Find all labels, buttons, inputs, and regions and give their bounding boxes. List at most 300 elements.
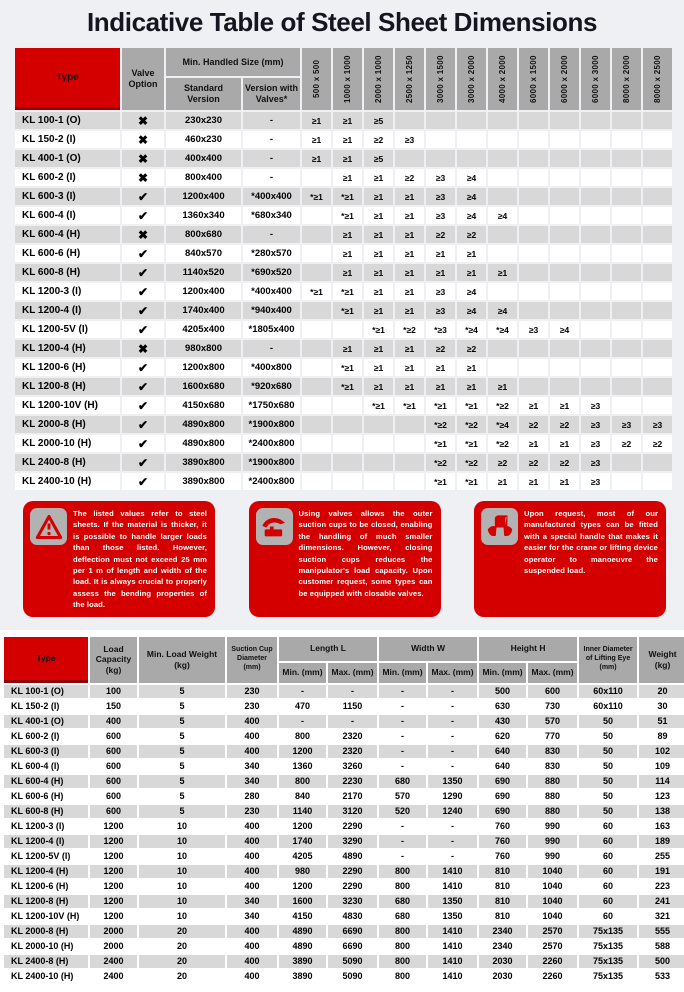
sheet-count-value: ≥1 bbox=[302, 131, 331, 148]
valve-yes-icon: ✔ bbox=[122, 416, 164, 433]
height-min-value: 500 bbox=[479, 685, 526, 698]
sheet-count-value bbox=[333, 321, 362, 338]
sheet-count-value: *≥1 bbox=[457, 397, 486, 414]
weight-value: 102 bbox=[639, 745, 684, 758]
length-min-value: 1200 bbox=[279, 820, 326, 833]
width-max-value: - bbox=[428, 700, 477, 713]
weight-value: 163 bbox=[639, 820, 684, 833]
table-row bbox=[4, 865, 684, 878]
min-load-weight-value: 20 bbox=[139, 970, 225, 983]
height-min-value: 630 bbox=[479, 700, 526, 713]
height-max-value: 730 bbox=[528, 700, 577, 713]
suction-cup-diameter-header: Suction Cup Diameter (mm) bbox=[227, 637, 277, 683]
valve-yes-icon: ✔ bbox=[122, 473, 164, 490]
sheet-count-value: *≥1 bbox=[457, 473, 486, 490]
load-capacity-value: 2000 bbox=[90, 925, 137, 938]
width-max-value: 1410 bbox=[428, 955, 477, 968]
sheet-count-value bbox=[302, 435, 331, 452]
row-type: KL 600-4 (I) bbox=[15, 207, 120, 224]
min-load-weight-header: Min. Load Weight (kg) bbox=[139, 637, 225, 683]
height-max-value: 830 bbox=[528, 745, 577, 758]
lifting-eye-value: 50 bbox=[579, 760, 637, 773]
table-row bbox=[4, 925, 684, 938]
sheet-count-value bbox=[302, 169, 331, 186]
sheet-count-value bbox=[550, 378, 579, 395]
sheet-count-value bbox=[643, 188, 672, 205]
suction-cup-value: 230 bbox=[227, 700, 277, 713]
size-column-header: 6000 x 1500 bbox=[519, 48, 548, 110]
size-column-header: 6000 x 3000 bbox=[581, 48, 610, 110]
width-max-value: 1410 bbox=[428, 865, 477, 878]
sheet-count-value: ≥2 bbox=[550, 454, 579, 471]
standard-version-size: 230x230 bbox=[166, 112, 241, 129]
sheet-count-value: ≥3 bbox=[426, 188, 455, 205]
load-capacity-value: 1200 bbox=[90, 880, 137, 893]
width-min-value: 680 bbox=[379, 910, 426, 923]
sheet-count-value bbox=[457, 150, 486, 167]
suction-cup-value: 340 bbox=[227, 910, 277, 923]
sheet-count-value bbox=[519, 264, 548, 281]
length-max-value: 6690 bbox=[328, 925, 377, 938]
table-row bbox=[15, 359, 672, 376]
size-column-header: 3000 x 1500 bbox=[426, 48, 455, 110]
min-load-weight-value: 5 bbox=[139, 700, 225, 713]
weight-value: 51 bbox=[639, 715, 684, 728]
height-min-value: 760 bbox=[479, 850, 526, 863]
min-load-weight-value: 10 bbox=[139, 880, 225, 893]
height-min-value: 640 bbox=[479, 760, 526, 773]
sheet-count-value: ≥1 bbox=[364, 283, 393, 300]
length-max-value: 5090 bbox=[328, 955, 377, 968]
sheet-count-value: ≥3 bbox=[426, 169, 455, 186]
sheet-count-value bbox=[643, 150, 672, 167]
row-type: KL 1200-3 (I) bbox=[4, 820, 88, 833]
width-min-value: - bbox=[379, 850, 426, 863]
sheet-count-value: ≥1 bbox=[333, 169, 362, 186]
width-max-value: 1350 bbox=[428, 895, 477, 908]
sheet-count-value: ≥1 bbox=[302, 112, 331, 129]
suction-cup-value: 400 bbox=[227, 730, 277, 743]
sheet-count-value bbox=[581, 245, 610, 262]
valve-yes-icon: ✔ bbox=[122, 264, 164, 281]
sheet-count-value: *≥1 bbox=[364, 321, 393, 338]
sheet-count-value bbox=[519, 169, 548, 186]
height-max-value: 1040 bbox=[528, 880, 577, 893]
sheet-count-value: ≥1 bbox=[550, 473, 579, 490]
sheet-count-value bbox=[519, 302, 548, 319]
row-type: KL 2400-8 (H) bbox=[4, 955, 88, 968]
row-type: KL 100-1 (O) bbox=[15, 112, 120, 129]
valves-version-size: *2400x800 bbox=[243, 473, 300, 490]
sheet-count-value bbox=[333, 435, 362, 452]
width-max-value: - bbox=[428, 850, 477, 863]
valves-version-size: *400x800 bbox=[243, 359, 300, 376]
sheet-count-value bbox=[519, 283, 548, 300]
valves-version-size: *1900x800 bbox=[243, 416, 300, 433]
sheet-count-value bbox=[643, 112, 672, 129]
standard-version-size: 980x800 bbox=[166, 340, 241, 357]
lifting-eye-value: 50 bbox=[579, 805, 637, 818]
height-max-value: 2260 bbox=[528, 970, 577, 983]
valve-yes-icon: ✔ bbox=[122, 283, 164, 300]
sheet-count-value bbox=[581, 150, 610, 167]
weight-value: 189 bbox=[639, 835, 684, 848]
standard-version-size: 1600x680 bbox=[166, 378, 241, 395]
width-min-value: - bbox=[379, 835, 426, 848]
load-capacity-value: 2000 bbox=[90, 940, 137, 953]
length-max-value: 1150 bbox=[328, 700, 377, 713]
sheet-count-value: *≥1 bbox=[333, 283, 362, 300]
table-row bbox=[15, 321, 672, 338]
sheet-count-value: *≥1 bbox=[333, 188, 362, 205]
sheet-count-value bbox=[457, 131, 486, 148]
table-row bbox=[4, 745, 684, 758]
sheet-count-value bbox=[519, 378, 548, 395]
sheet-count-value: ≥1 bbox=[395, 264, 424, 281]
lifting-eye-header: Inner Diameter of Lifting Eye (mm) bbox=[579, 637, 637, 683]
sheet-count-value: ≥1 bbox=[364, 245, 393, 262]
row-type: KL 600-4 (H) bbox=[4, 775, 88, 788]
min-load-weight-value: 10 bbox=[139, 850, 225, 863]
length-group-header: Length L bbox=[279, 637, 377, 661]
note-text: The listed values refer to steel sheets. If the material is thicker, it is possible to handle larger loads than those listed. However, deflection must not exceed 25 mm per 1 m of length and width of the load. It is always crucial to properly assess the bending properties of the load. bbox=[73, 509, 207, 610]
sheet-count-value: ≥1 bbox=[488, 264, 517, 281]
sheet-count-value: *≥1 bbox=[426, 473, 455, 490]
length-max-value: 3230 bbox=[328, 895, 377, 908]
sheet-count-value: ≥1 bbox=[333, 226, 362, 243]
sheet-count-value: ≥1 bbox=[488, 473, 517, 490]
lifting-eye-value: 75x135 bbox=[579, 970, 637, 983]
load-capacity-value: 2400 bbox=[90, 970, 137, 983]
valve-yes-icon: ✔ bbox=[122, 302, 164, 319]
load-capacity-value: 1200 bbox=[90, 865, 137, 878]
lifting-eye-value: 60 bbox=[579, 880, 637, 893]
length-max-value: 2230 bbox=[328, 775, 377, 788]
width-max-value: 1290 bbox=[428, 790, 477, 803]
sheet-count-value bbox=[550, 169, 579, 186]
weight-value: 30 bbox=[639, 700, 684, 713]
valve-yes-icon: ✔ bbox=[122, 378, 164, 395]
sheet-count-value: *≥2 bbox=[488, 397, 517, 414]
table-row bbox=[4, 790, 684, 803]
sheet-count-value bbox=[488, 359, 517, 376]
load-capacity-value: 1200 bbox=[90, 895, 137, 908]
length-min-value: 1360 bbox=[279, 760, 326, 773]
table-row bbox=[15, 112, 672, 129]
width-min-value: 800 bbox=[379, 940, 426, 953]
sheet-count-value bbox=[612, 150, 641, 167]
valve-option-column-header: Valve Option bbox=[122, 48, 164, 110]
load-capacity-value: 600 bbox=[90, 805, 137, 818]
sheet-count-value bbox=[612, 264, 641, 281]
sheet-count-value: ≥4 bbox=[488, 302, 517, 319]
sheet-count-value: ≥1 bbox=[550, 397, 579, 414]
height-max-value: 2260 bbox=[528, 955, 577, 968]
suction-cup-value: 400 bbox=[227, 865, 277, 878]
size-column-header: 4000 x 2000 bbox=[488, 48, 517, 110]
height-max-value: 880 bbox=[528, 790, 577, 803]
standard-version-size: 1360x340 bbox=[166, 207, 241, 224]
min-load-weight-value: 5 bbox=[139, 760, 225, 773]
sheet-count-value bbox=[643, 473, 672, 490]
sheet-count-value: ≥1 bbox=[364, 302, 393, 319]
sheet-count-value bbox=[612, 112, 641, 129]
sheet-count-value: ≥2 bbox=[612, 435, 641, 452]
sheet-count-value: ≥3 bbox=[643, 416, 672, 433]
sheet-count-value bbox=[643, 397, 672, 414]
row-type: KL 600-4 (H) bbox=[15, 226, 120, 243]
sheet-count-value: ≥3 bbox=[581, 454, 610, 471]
sheet-count-value bbox=[519, 226, 548, 243]
standard-version-size: 800x400 bbox=[166, 169, 241, 186]
sheet-count-value: *≥1 bbox=[426, 435, 455, 452]
table-row bbox=[15, 188, 672, 205]
valve-no-icon: ✖ bbox=[122, 169, 164, 186]
sheet-count-value bbox=[581, 378, 610, 395]
table-row bbox=[4, 895, 684, 908]
length-min-value: 1740 bbox=[279, 835, 326, 848]
valve-no-icon: ✖ bbox=[122, 112, 164, 129]
sheet-count-value: ≥4 bbox=[457, 169, 486, 186]
table-row bbox=[4, 685, 684, 698]
table-row bbox=[4, 910, 684, 923]
sheet-count-value: ≥4 bbox=[457, 283, 486, 300]
lifting-eye-value: 50 bbox=[579, 775, 637, 788]
row-type: KL 600-3 (I) bbox=[4, 745, 88, 758]
sheet-count-value: ≥1 bbox=[457, 359, 486, 376]
lifting-eye-value: 60 bbox=[579, 910, 637, 923]
suction-cup-value: 400 bbox=[227, 745, 277, 758]
size-column-header: 500 x 500 bbox=[302, 48, 331, 110]
sheet-count-value bbox=[612, 321, 641, 338]
min-load-weight-value: 10 bbox=[139, 910, 225, 923]
type-column-header: Type bbox=[4, 637, 88, 683]
row-type: KL 1200-4 (H) bbox=[4, 865, 88, 878]
sheet-count-value: *≥1 bbox=[333, 359, 362, 376]
sheet-count-value: ≥2 bbox=[364, 131, 393, 148]
row-type: KL 2000-10 (H) bbox=[15, 435, 120, 452]
table-row bbox=[4, 775, 684, 788]
sheet-count-value bbox=[550, 283, 579, 300]
sheet-count-value bbox=[302, 264, 331, 281]
sheet-count-value bbox=[643, 226, 672, 243]
valve-no-icon: ✖ bbox=[122, 340, 164, 357]
sheet-count-value: ≥1 bbox=[364, 264, 393, 281]
load-capacity-value: 100 bbox=[90, 685, 137, 698]
sheet-count-value: ≥1 bbox=[426, 378, 455, 395]
row-type: KL 2000-10 (H) bbox=[4, 940, 88, 953]
row-type: KL 1200-8 (H) bbox=[4, 895, 88, 908]
lifting-eye-value: 50 bbox=[579, 790, 637, 803]
valves-version-size: - bbox=[243, 131, 300, 148]
sheet-count-value bbox=[643, 378, 672, 395]
sheet-count-value bbox=[550, 359, 579, 376]
sheet-count-value bbox=[581, 264, 610, 281]
length-max-value: - bbox=[328, 685, 377, 698]
table-row bbox=[15, 473, 672, 490]
sheet-count-value: ≥3 bbox=[426, 283, 455, 300]
weight-value: 255 bbox=[639, 850, 684, 863]
sheet-count-value: ≥1 bbox=[302, 150, 331, 167]
sheet-count-value bbox=[302, 359, 331, 376]
valve-yes-icon: ✔ bbox=[122, 359, 164, 376]
width-min-value: 520 bbox=[379, 805, 426, 818]
lifting-eye-value: 75x135 bbox=[579, 925, 637, 938]
valves-version-size: *680x340 bbox=[243, 207, 300, 224]
specifications-table bbox=[2, 635, 684, 985]
sheet-count-value: ≥1 bbox=[426, 245, 455, 262]
sheet-count-value: ≥1 bbox=[364, 378, 393, 395]
sheet-count-value bbox=[581, 302, 610, 319]
sheet-count-value: *≥2 bbox=[395, 321, 424, 338]
valves-version-size: - bbox=[243, 169, 300, 186]
valves-version-size: *1900x800 bbox=[243, 454, 300, 471]
valves-version-size: - bbox=[243, 340, 300, 357]
height-max-value: 2570 bbox=[528, 925, 577, 938]
load-capacity-value: 150 bbox=[90, 700, 137, 713]
sheet-count-value: ≥1 bbox=[426, 264, 455, 281]
valve-no-icon: ✖ bbox=[122, 226, 164, 243]
standard-version-size: 1200x400 bbox=[166, 188, 241, 205]
table-row bbox=[4, 700, 684, 713]
valves-version-size: *1805x400 bbox=[243, 321, 300, 338]
table-row bbox=[15, 131, 672, 148]
sheet-count-value: ≥1 bbox=[519, 435, 548, 452]
valves-version-size: - bbox=[243, 226, 300, 243]
table-row bbox=[4, 835, 684, 848]
sheet-count-value bbox=[643, 131, 672, 148]
load-capacity-value: 600 bbox=[90, 730, 137, 743]
suction-cup-value: 400 bbox=[227, 715, 277, 728]
length-min-value: 1200 bbox=[279, 745, 326, 758]
row-type: KL 1200-4 (I) bbox=[4, 835, 88, 848]
sheet-count-value: *≥1 bbox=[302, 283, 331, 300]
length-min-value: - bbox=[279, 715, 326, 728]
sheet-count-value: ≥3 bbox=[581, 416, 610, 433]
sheet-count-value: ≥1 bbox=[364, 207, 393, 224]
width-min-value: 680 bbox=[379, 895, 426, 908]
sheet-count-value bbox=[519, 188, 548, 205]
min-load-weight-value: 5 bbox=[139, 805, 225, 818]
sheet-count-value bbox=[612, 169, 641, 186]
sheet-count-value bbox=[612, 340, 641, 357]
width-max-value: 1410 bbox=[428, 970, 477, 983]
width-min-value: 800 bbox=[379, 925, 426, 938]
width-min-header: Min. (mm) bbox=[379, 663, 426, 683]
height-max-value: 2570 bbox=[528, 940, 577, 953]
sheet-count-value bbox=[302, 416, 331, 433]
sheet-count-value: *≥4 bbox=[457, 321, 486, 338]
row-type: KL 150-2 (I) bbox=[4, 700, 88, 713]
sheet-count-value bbox=[581, 169, 610, 186]
height-min-header: Min. (mm) bbox=[479, 663, 526, 683]
min-load-weight-value: 10 bbox=[139, 820, 225, 833]
row-type: KL 1200-6 (H) bbox=[4, 880, 88, 893]
row-type: KL 600-8 (H) bbox=[4, 805, 88, 818]
standard-version-size: 3890x800 bbox=[166, 473, 241, 490]
standard-version-size: 800x680 bbox=[166, 226, 241, 243]
length-min-value: 3890 bbox=[279, 970, 326, 983]
note-steel-sheets bbox=[23, 501, 215, 617]
length-max-value: 4890 bbox=[328, 850, 377, 863]
sheet-count-value: ≥1 bbox=[364, 188, 393, 205]
valves-version-size: - bbox=[243, 112, 300, 129]
row-type: KL 2000-8 (H) bbox=[4, 925, 88, 938]
height-max-value: 570 bbox=[528, 715, 577, 728]
sheet-count-value: ≥3 bbox=[581, 473, 610, 490]
sheet-count-value bbox=[581, 321, 610, 338]
length-max-header: Max. (mm) bbox=[328, 663, 377, 683]
sheet-count-value bbox=[488, 150, 517, 167]
sheet-count-value bbox=[550, 226, 579, 243]
weight-value: 533 bbox=[639, 970, 684, 983]
width-max-value: 1350 bbox=[428, 910, 477, 923]
min-load-weight-value: 5 bbox=[139, 745, 225, 758]
width-min-value: - bbox=[379, 730, 426, 743]
weight-value: 20 bbox=[639, 685, 684, 698]
sheet-count-value bbox=[519, 150, 548, 167]
weight-value: 109 bbox=[639, 760, 684, 773]
sheet-count-value bbox=[612, 454, 641, 471]
sheet-count-value bbox=[612, 131, 641, 148]
valve-no-icon: ✖ bbox=[122, 150, 164, 167]
load-capacity-value: 400 bbox=[90, 715, 137, 728]
sheet-count-value bbox=[488, 226, 517, 243]
table-row bbox=[15, 435, 672, 452]
sheet-count-value: *≥2 bbox=[457, 454, 486, 471]
table-row bbox=[4, 805, 684, 818]
size-column-header: 2000 x 1000 bbox=[364, 48, 393, 110]
sheet-count-value: ≥1 bbox=[364, 169, 393, 186]
height-min-value: 690 bbox=[479, 805, 526, 818]
sheet-count-value bbox=[364, 473, 393, 490]
length-max-value: 2320 bbox=[328, 745, 377, 758]
length-min-value: 3890 bbox=[279, 955, 326, 968]
table-row bbox=[15, 340, 672, 357]
sheet-count-value bbox=[581, 340, 610, 357]
sheet-count-value bbox=[302, 340, 331, 357]
sheet-count-value bbox=[612, 245, 641, 262]
sheet-count-value: ≥3 bbox=[426, 207, 455, 224]
height-group-header: Height H bbox=[479, 637, 577, 661]
page-title: Indicative Table of Steel Sheet Dimensions bbox=[86, 7, 598, 37]
length-min-value: 4890 bbox=[279, 925, 326, 938]
valve-yes-icon: ✔ bbox=[122, 207, 164, 224]
sheet-count-value: ≥1 bbox=[395, 207, 424, 224]
sheet-count-value bbox=[395, 112, 424, 129]
width-min-value: 800 bbox=[379, 865, 426, 878]
width-max-value: - bbox=[428, 835, 477, 848]
sheet-count-value bbox=[395, 150, 424, 167]
table-row bbox=[15, 150, 672, 167]
length-max-value: 2290 bbox=[328, 820, 377, 833]
row-type: KL 400-1 (O) bbox=[4, 715, 88, 728]
suction-cup-value: 230 bbox=[227, 685, 277, 698]
width-max-value: - bbox=[428, 745, 477, 758]
length-min-value: 4150 bbox=[279, 910, 326, 923]
weight-value: 500 bbox=[639, 955, 684, 968]
valve-yes-icon: ✔ bbox=[122, 435, 164, 452]
lifting-eye-value: 50 bbox=[579, 730, 637, 743]
sheet-count-value bbox=[302, 454, 331, 471]
standard-version-size: 1740x400 bbox=[166, 302, 241, 319]
sheet-count-value: *≥4 bbox=[488, 416, 517, 433]
table-row bbox=[15, 378, 672, 395]
valve-yes-icon: ✔ bbox=[122, 245, 164, 262]
note-valves bbox=[249, 501, 441, 617]
width-min-value: - bbox=[379, 745, 426, 758]
row-type: KL 2400-10 (H) bbox=[4, 970, 88, 983]
